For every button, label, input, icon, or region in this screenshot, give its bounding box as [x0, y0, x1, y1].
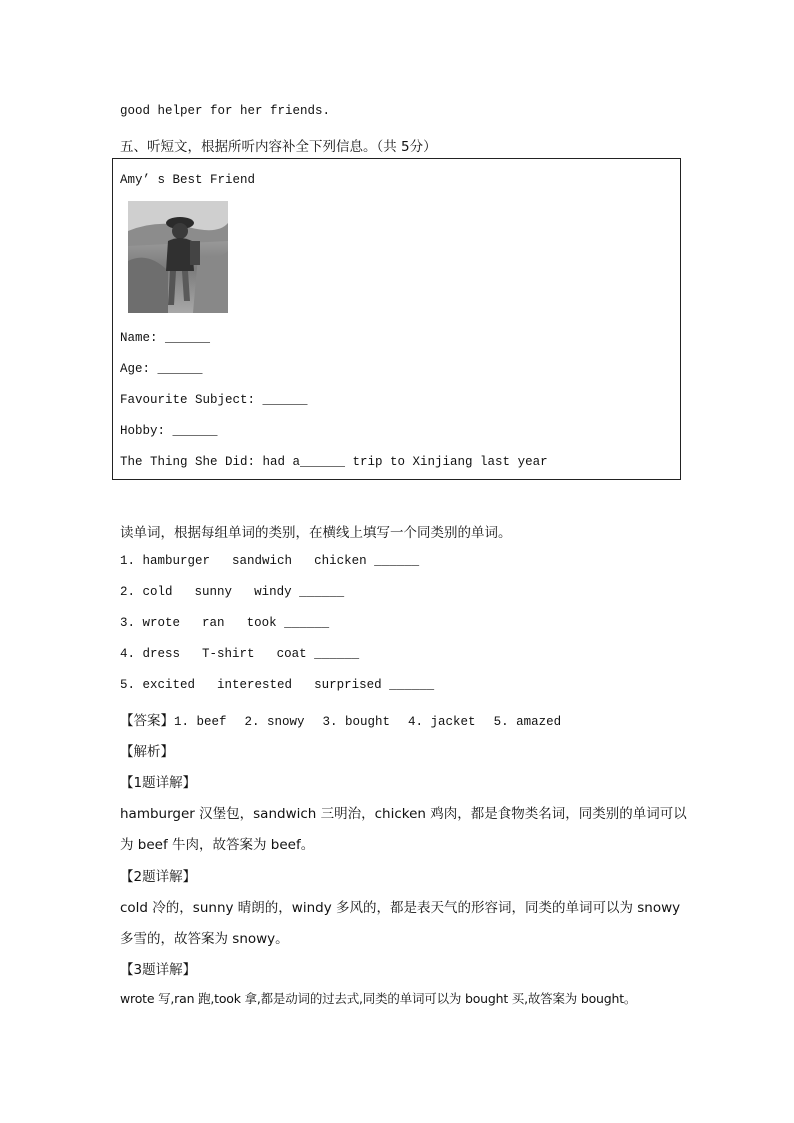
box-title: Amy’ s Best Friend — [120, 173, 256, 187]
field-thing-she-did: The Thing She Did: had a______ trip to Xinjiang last year — [120, 455, 548, 469]
field-favourite-subject: Favourite Subject: ______ — [120, 393, 308, 407]
detail-3-label: 【3题详解】 — [120, 962, 197, 978]
vocab-item: 5. excited interested surprised ______ — [120, 678, 435, 692]
field-name: Name: ______ — [120, 331, 211, 345]
answer-line: 【答案】1. beef 2. snowy 3. bought 4. jacket 5. amazed — [120, 713, 562, 729]
detail-1-line-2: 为 beef 牛肉，故答案为 beef。 — [120, 837, 315, 853]
detail-2-line-2: 多雪的，故答案为 snowy。 — [120, 931, 289, 947]
detail-3-line-1: wrote 写,ran 跑,took 拿,都是动词的过去式,同类的单词可以为 bought 买,故答案为 bought。 — [120, 991, 637, 1006]
detail-2-line-1: cold 冷的，sunny 晴朗的，windy 多风的，都是表天气的形容词，同类的单词可以为 snowy — [120, 900, 681, 916]
vocab-instruction: 读单词，根据每组单词的类别，在横线上填写一个同类别的单词。 — [120, 525, 512, 541]
section5-heading: 五、听短文，根据所听内容补全下列信息。（共 5分） — [120, 139, 437, 155]
vocab-item: 1. hamburger sandwich chicken ______ — [120, 554, 420, 568]
field-hobby: Hobby: ______ — [120, 424, 218, 438]
detail-1-label: 【1题详解】 — [120, 775, 197, 791]
analysis-label: 【解析】 — [120, 744, 174, 760]
vocab-item: 3. wrote ran took ______ — [120, 616, 330, 630]
field-age: Age: ______ — [120, 362, 203, 376]
detail-2-label: 【2题详解】 — [120, 869, 197, 885]
intro-tail-text: good helper for her friends. — [120, 104, 331, 118]
detail-1-line-1: hamburger 汉堡包，sandwich 三明治，chicken 鸡肉，都是食物类名词，同类别的单词可以 — [120, 806, 687, 822]
listening-info-box — [112, 158, 681, 480]
vocab-item: 4. dress T-shirt coat ______ — [120, 647, 360, 661]
girl-hiking-picture — [128, 201, 228, 313]
vocab-item: 2. cold sunny windy ______ — [120, 585, 345, 599]
girl-photo — [128, 201, 228, 313]
